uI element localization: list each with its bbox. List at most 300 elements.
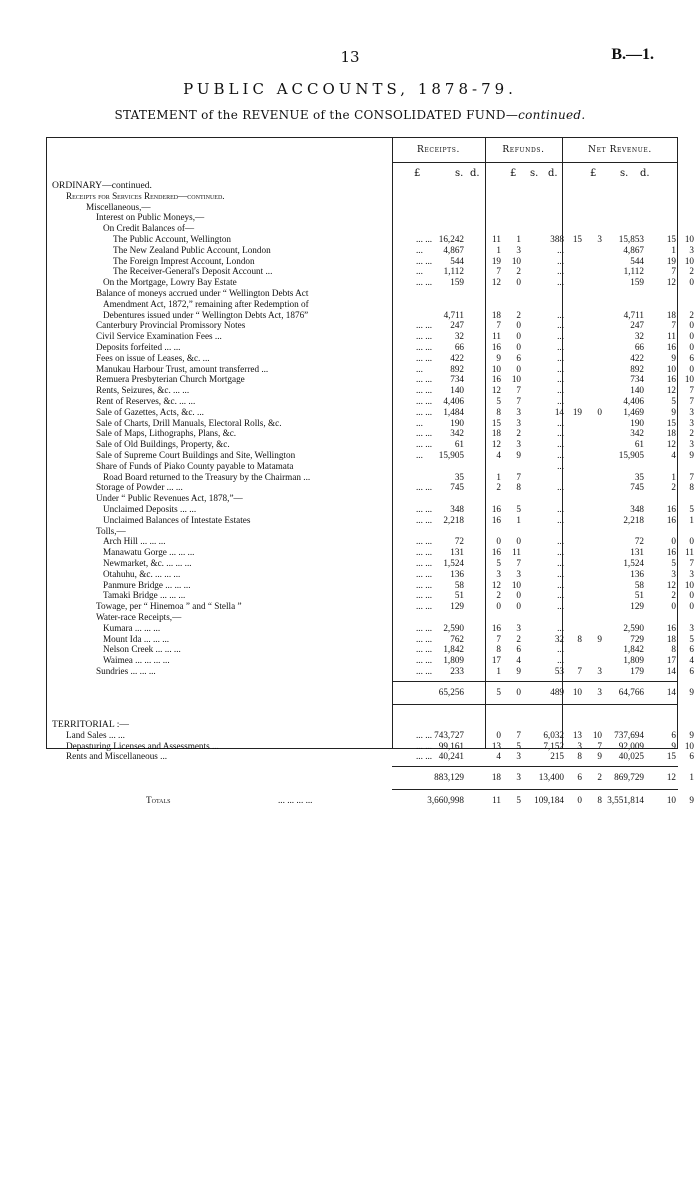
subtotal-rule-bottom [392,704,678,705]
net-revenue-pence: 5 [689,504,694,514]
receipts-pounds: 99,161 [438,740,464,751]
net-revenue-pounds: 4,711 [623,309,644,320]
refunds-pounds: ... [557,504,564,514]
table-row [46,299,678,310]
totals-row [46,795,694,806]
net-revenue-pence: 3 [689,417,694,428]
net-revenue-shillings: 12 [666,277,676,288]
receipts-pounds: 233 [450,666,464,676]
net-revenue-pounds: 1,524 [623,558,644,568]
table-row [46,180,678,191]
table-row [46,352,694,364]
table-row [46,751,694,762]
receipts-shillings: 16 [491,547,501,558]
receipts-shillings: 5 [496,558,501,568]
unit-pence: d. [548,168,558,179]
refunds-pounds: ... [557,439,564,450]
receipts-pence: 0 [516,363,521,374]
unit-shilling: s. [620,168,629,179]
refunds-pounds: ... [557,363,564,374]
receipts-shillings: 9 [496,352,501,363]
net-revenue-pence: 0 [689,331,694,342]
refunds-pounds: ... [557,514,564,525]
leader-dots: ... [416,363,423,374]
receipts-shillings: 4 [496,450,501,460]
receipts-pounds: 745 [450,482,464,493]
refunds-pounds: ... [557,450,564,460]
net-revenue-pounds: 2,590 [623,622,644,633]
table-row [46,244,694,256]
receipts-shillings: 16 [491,622,501,633]
net-revenue-pounds: 131 [630,547,644,558]
table-row [46,568,694,580]
document-reference: B.—1. [611,46,654,63]
row-label: The New Zealand Public Account, London [113,244,271,255]
net-revenue-shillings: 12 [666,579,676,590]
refunds-pounds: 489 [550,686,564,697]
territorial-heading-row [46,719,678,730]
leader-dots: ... ... [416,352,433,363]
receipts-shillings: 0 [496,536,501,547]
net-revenue-pounds: 892 [630,363,644,374]
receipts-pence: 2 [516,309,521,320]
net-revenue-pence: 9 [689,450,694,460]
leader-dots: ... ... [416,482,433,493]
receipts-pence: 8 [516,482,521,493]
net-revenue-pence: 9 [689,795,694,806]
receipts-pence: 0 [516,686,521,697]
refunds-pounds: 7,152 [543,740,564,751]
receipts-pence: 10 [511,374,521,385]
table-row [46,309,694,321]
net-revenue-shillings: 3 [671,568,676,579]
receipts-pounds: 140 [450,385,464,396]
net-revenue-pounds: 2,218 [623,514,644,525]
net-revenue-shillings: 12 [666,385,676,396]
row-label: Rents and Miscellaneous ... [66,751,168,762]
net-revenue-shillings: 18 [666,309,676,320]
net-revenue-shillings: 2 [671,482,676,493]
receipts-pence: 2 [516,266,521,277]
row-label: ORDINARY—continued. [52,180,152,191]
row-label: Arch Hill ... ... ... [103,536,166,547]
net-revenue-pence: 6 [689,751,694,762]
refunds-pounds: 32 [554,633,564,644]
receipts-shillings: 16 [491,504,501,514]
net-revenue-pence: 6 [689,644,694,655]
net-revenue-pounds: 729 [630,633,644,644]
net-revenue-pence: 3 [689,406,694,417]
receipts-shillings: 7 [496,266,501,277]
refunds-pounds: ... [557,601,564,612]
net-revenue-shillings: 4 [671,450,676,460]
row-label: Rent of Reserves, &c. ... ... [96,396,196,406]
table-row [46,288,678,299]
table-row [46,482,694,493]
refunds-shillings: 10 [572,686,582,697]
table-row [46,504,694,515]
refunds-pounds: ... [557,547,564,558]
row-label: Share of Funds of Piako County payable to Matamata [96,460,294,471]
table-row [46,655,694,666]
net-revenue-shillings: 1 [671,244,676,255]
row-label: Rents, Seizures, &c. ... ... [96,385,190,396]
table-row [46,461,678,472]
refunds-pounds: ... [557,342,564,352]
net-revenue-pounds: 51 [634,590,644,601]
receipts-pence: 10 [511,255,521,266]
receipts-shillings: 10 [491,363,501,374]
receipts-pounds: 544 [450,255,464,266]
net-revenue-pence: 9 [689,729,694,740]
header-rule [392,162,678,163]
leader-dots: ... ... [416,729,433,740]
receipts-pounds: 159 [450,277,464,288]
row-label: Amendment Act, 1872,” remaining after Redemption of [103,298,309,309]
receipts-shillings: 12 [491,385,501,396]
leader-dots: ... ... [416,320,433,331]
receipts-pounds: 1,112 [443,266,464,277]
receipts-pence: 7 [516,558,521,568]
receipts-pounds: 15,905 [438,450,464,460]
refunds-pence: 3 [597,234,602,244]
refunds-shillings: 15 [572,234,582,244]
row-label: The Public Account, Wellington [113,234,232,244]
leader-dots: ... ... ... ... [278,795,313,806]
receipts-pounds: 16,242 [438,234,464,244]
receipts-pence: 3 [516,751,521,762]
net-revenue-shillings: 10 [666,363,676,374]
receipts-pounds: 247 [450,320,464,331]
net-revenue-pence: 6 [689,666,694,676]
table-row [46,633,694,645]
page-title: PUBLIC ACCOUNTS, 1878-79. [183,80,517,98]
refunds-pounds: ... [557,255,564,266]
net-revenue-pence: 9 [689,686,694,697]
net-revenue-shillings: 11 [667,331,676,342]
subtitle-continued: continued. [518,108,586,122]
row-label: The Foreign Imprest Account, London [113,255,255,266]
receipts-shillings: 8 [496,644,501,655]
receipts-shillings: 7 [496,320,501,331]
row-label: Sale of Gazettes, Acts, &c. ... [96,406,204,417]
row-label: Storage of Powder ... ... [96,482,183,493]
net-revenue-pounds: 737,694 [614,729,644,740]
refunds-pounds: ... [557,428,564,439]
net-revenue-header: Net Revenue. [588,145,652,155]
row-label: Sale of Old Buildings, Property, &c. [96,439,230,450]
net-revenue-pence: 10 [684,234,694,244]
receipts-shillings: 1 [496,244,501,255]
row-label: Fees on issue of Leases, &c. ... [96,352,210,363]
leader-dots: ... ... [416,601,433,612]
net-revenue-pounds: 66 [634,342,644,352]
receipts-pence: 0 [516,320,521,331]
net-revenue-shillings: 8 [671,644,676,655]
refunds-pence: 10 [592,729,602,740]
receipts-shillings: 0 [496,729,501,740]
net-revenue-pounds: 734 [630,374,644,385]
table-row [46,612,678,623]
table-row [46,666,694,677]
receipts-pence: 5 [516,504,521,514]
receipts-pence: 2 [516,633,521,644]
receipts-pounds: 72 [454,536,464,547]
net-revenue-pounds: 1,809 [623,655,644,666]
net-revenue-pounds: 40,025 [618,751,644,762]
leader-dots: ... ... [416,590,433,601]
receipts-pounds: 190 [450,417,464,428]
net-revenue-shillings: 16 [666,342,676,352]
leader-dots: ... ... [416,579,433,590]
receipts-pence: 9 [516,666,521,676]
net-revenue-shillings: 15 [666,417,676,428]
row-label: Deposits forfeited ... ... [96,342,181,352]
territorial-heading: TERRITORIAL :— [52,718,130,730]
net-revenue-pounds: 1,842 [623,644,644,655]
receipts-shillings: 11 [492,795,501,806]
net-revenue-shillings: 7 [671,320,676,331]
net-revenue-pounds: 4,867 [623,244,644,255]
refunds-pounds: 14 [554,406,564,417]
row-label: Manawatu Gorge ... ... ... [103,547,195,558]
unit-pound: £ [414,168,421,179]
territorial-rule [392,766,678,767]
net-revenue-pounds: 140 [630,385,644,396]
net-revenue-pounds: 179 [630,666,644,676]
table-row [46,729,694,741]
table-row [46,601,694,612]
net-revenue-pounds: 129 [630,601,644,612]
net-revenue-pounds: 1,469 [623,406,644,417]
net-revenue-shillings: 12 [666,772,676,783]
receipts-pence: 0 [516,601,521,612]
net-revenue-pounds: 4,406 [623,396,644,406]
row-label: Balance of moneys accrued under “ Wellington Debts Act [96,288,309,298]
receipts-pounds: 743,727 [434,729,464,740]
table-row [46,644,694,655]
receipts-pence: 3 [516,244,521,255]
leader-dots: ... ... [416,740,433,751]
row-label: Water-race Receipts,— [96,612,182,622]
net-revenue-pence: 5 [689,633,694,644]
receipts-pence: 5 [516,795,521,806]
net-revenue-pounds: 15,905 [618,450,644,460]
receipts-pounds: 65,256 [438,686,464,697]
receipts-pence: 7 [516,396,521,406]
net-revenue-pounds: 348 [630,504,644,514]
table-row [46,514,694,526]
receipts-shillings: 2 [496,590,501,601]
refunds-pounds: ... [557,309,564,320]
net-revenue-pounds: 35 [634,471,644,482]
refunds-pounds: ... [557,655,564,666]
table-row [46,374,694,385]
leader-dots: ... ... [416,428,433,439]
net-revenue-shillings: 0 [671,536,676,547]
table-row [46,202,678,213]
leader-dots: ... ... [416,622,433,633]
subtotal-rule [392,681,678,682]
refunds-shillings: 3 [577,740,582,751]
receipts-pounds: 35 [454,471,464,482]
receipts-pence: 3 [516,622,521,633]
leader-dots: ... [416,266,423,277]
net-revenue-pence: 4 [689,655,694,666]
receipts-pounds: 1,809 [443,655,464,666]
net-revenue-shillings: 15 [666,751,676,762]
net-revenue-pence: 7 [689,558,694,568]
net-revenue-pence: 2 [689,428,694,439]
row-label: Receipts for Services Rendered—continued. [66,190,225,201]
totals-label: Totals [146,795,171,806]
receipts-pounds: 762 [450,633,464,644]
net-revenue-pence: 3 [689,439,694,450]
receipts-pounds: 342 [450,428,464,439]
receipts-shillings: 18 [491,428,501,439]
receipts-pounds: 892 [450,363,464,374]
refunds-pence: 8 [597,795,602,806]
net-revenue-pence: 10 [684,579,694,590]
receipts-shillings: 16 [491,342,501,352]
row-label: Nelson Creek ... ... ... [103,644,181,655]
net-revenue-shillings: 9 [671,352,676,363]
net-revenue-pounds: 72 [634,536,644,547]
receipts-pence: 1 [516,234,521,244]
net-revenue-pence: 3 [689,622,694,633]
table-row [46,234,694,245]
net-revenue-pence: 3 [689,244,694,255]
receipts-pence: 5 [516,740,521,751]
receipts-shillings: 19 [491,255,501,266]
receipts-pence: 1 [516,514,521,525]
receipts-shillings: 12 [491,579,501,590]
refunds-pounds: ... [557,352,564,363]
net-revenue-shillings: 18 [666,428,676,439]
table-row [46,320,694,331]
net-revenue-shillings: 17 [666,655,676,666]
net-revenue-pounds: 544 [630,255,644,266]
refunds-pounds: 388 [550,234,564,244]
net-revenue-shillings: 7 [671,266,676,277]
table-row [46,493,678,504]
table-row [46,439,694,450]
refunds-pounds: ... [557,266,564,277]
table-row [46,590,694,601]
receipts-shillings: 1 [496,471,501,482]
net-revenue-shillings: 2 [671,590,676,601]
receipts-pence: 7 [516,471,521,482]
leader-dots: ... ... [416,644,433,655]
refunds-pounds: ... [557,320,564,331]
table-row [46,579,694,591]
receipts-pounds: 32 [454,331,464,342]
net-revenue-shillings: 12 [666,439,676,450]
table-row [46,342,694,353]
refunds-pounds: ... [557,644,564,655]
net-revenue-pence: 0 [689,320,694,331]
refunds-pounds: ... [557,331,564,342]
table-row [46,417,694,429]
net-revenue-pounds: 61 [634,439,644,450]
refunds-pounds: ... [557,590,564,601]
receipts-shillings: 18 [491,309,501,320]
receipts-pounds: 136 [450,568,464,579]
receipts-shillings: 0 [496,601,501,612]
unit-shilling: s. [530,168,539,179]
leader-dots: ... ... [416,342,433,352]
row-label: Depasturing Licenses and Assessments ... [66,740,219,751]
leader-dots: ... ... [416,633,433,644]
row-label: Land Sales ... ... [66,729,125,740]
net-revenue-pence: 0 [689,277,694,288]
leader-dots: ... ... [416,655,433,666]
unit-pence: d. [470,168,480,179]
net-revenue-shillings: 16 [666,374,676,385]
receipts-pence: 7 [516,385,521,396]
net-revenue-pounds: 422 [630,352,644,363]
row-label: Sale of Charts, Drill Manuals, Electoral Rolls, &c. [96,417,282,428]
leader-dots: ... ... [416,514,433,525]
receipts-pence: 0 [516,536,521,547]
net-revenue-pounds: 869,729 [614,772,644,783]
leader-dots: ... ... [416,385,433,396]
net-revenue-pounds: 58 [634,579,644,590]
receipts-pounds: 129 [450,601,464,612]
unit-pence: d. [640,168,650,179]
statement-subtitle [0,108,700,122]
net-revenue-shillings: 18 [666,633,676,644]
refunds-pounds: ... [557,536,564,547]
receipts-pence: 0 [516,342,521,352]
net-revenue-shillings: 16 [666,504,676,514]
receipts-shillings: 7 [496,633,501,644]
row-label: Towage, per “ Hinemoa ” and “ Stella ” [96,601,242,612]
receipts-shillings: 5 [496,686,501,697]
table-row [46,406,694,418]
row-label: Manukau Harbour Trust, amount transferred ... [96,363,269,374]
table-row [46,558,694,569]
net-revenue-pence: 1 [689,772,694,783]
net-revenue-pounds: 342 [630,428,644,439]
receipts-shillings: 11 [492,234,501,244]
net-revenue-pounds: 3,551,814 [607,795,644,806]
row-label: The Receiver-General's Deposit Account ... [113,266,273,277]
refunds-pounds: ... [557,482,564,493]
table-row [46,740,694,752]
refunds-pence: 9 [597,633,602,644]
unit-shilling: s. [455,168,464,179]
row-label: Debentures issued under “ Wellington Debts Act, 1876” [103,309,309,320]
leader-dots: ... ... [416,396,433,406]
row-label: Otahuhu, &c. ... ... ... [103,568,181,579]
receipts-pounds: 4,406 [443,396,464,406]
net-revenue-pence: 0 [689,590,694,601]
leader-dots: ... ... [416,547,433,558]
row-label: Newmarket, &c. ... ... ... [103,558,192,568]
leader-dots: ... [416,417,423,428]
refunds-pence: 7 [597,740,602,751]
receipts-pounds: 422 [450,352,464,363]
receipts-shillings: 16 [491,514,501,525]
row-label: Sale of Supreme Court Buildings and Site, Wellington [96,450,296,460]
net-revenue-pence: 0 [689,363,694,374]
leader-dots: ... ... [416,277,433,288]
receipts-shillings: 1 [496,666,501,676]
refunds-pounds: ... [557,396,564,406]
net-revenue-pence: 0 [689,601,694,612]
receipts-pounds: 58 [454,579,464,590]
